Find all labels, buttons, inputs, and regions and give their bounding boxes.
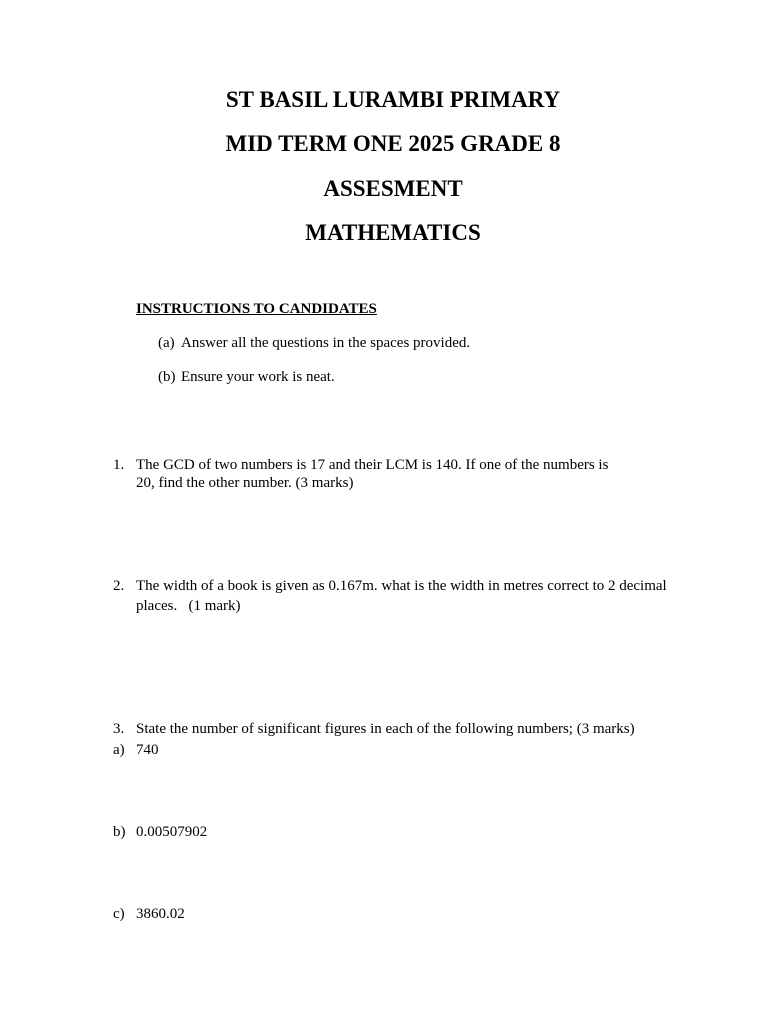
- question-1-text-line1: The GCD of two numbers is 17 and their LCM is 140. If one of the numbers is: [136, 457, 609, 473]
- subject-title: MATHEMATICS: [305, 220, 481, 245]
- question-3-part-b-text: 0.00507902: [136, 824, 208, 840]
- question-3-part-c-text: 3860.02: [136, 906, 185, 922]
- question-1-text-line2: 20, find the other number. (3 marks): [136, 475, 354, 491]
- instructions-heading: INSTRUCTIONS TO CANDIDATES: [136, 301, 377, 317]
- question-3-part-b-label: b): [113, 824, 126, 840]
- instruction-label-a: (a): [158, 335, 175, 351]
- question-1-number: 1.: [113, 457, 125, 473]
- question-2-text-line1: The width of a book is given as 0.167m. what is the width in metres correct to 2 decimal: [136, 578, 667, 594]
- instruction-text-a: Answer all the questions in the spaces provided.: [181, 335, 471, 351]
- question-3-part-a-label: a): [113, 742, 125, 758]
- instruction-label-b: (b): [158, 369, 176, 385]
- question-2-text-line2: places. (1 mark): [136, 598, 241, 614]
- instruction-text-b: Ensure your work is neat.: [181, 369, 335, 385]
- question-3-text: State the number of significant figures in each of the following numbers; (3 marks): [136, 721, 635, 737]
- question-3-part-c-label: c): [113, 906, 125, 922]
- school-name: ST BASIL LURAMBI PRIMARY: [225, 87, 561, 112]
- question-3-part-a-text: 740: [136, 742, 159, 758]
- question-3-number: 3.: [113, 721, 125, 737]
- exam-title: MID TERM ONE 2025 GRADE 8: [225, 131, 561, 156]
- assessment-title: ASSESMENT: [323, 176, 463, 201]
- question-2-number: 2.: [113, 578, 125, 594]
